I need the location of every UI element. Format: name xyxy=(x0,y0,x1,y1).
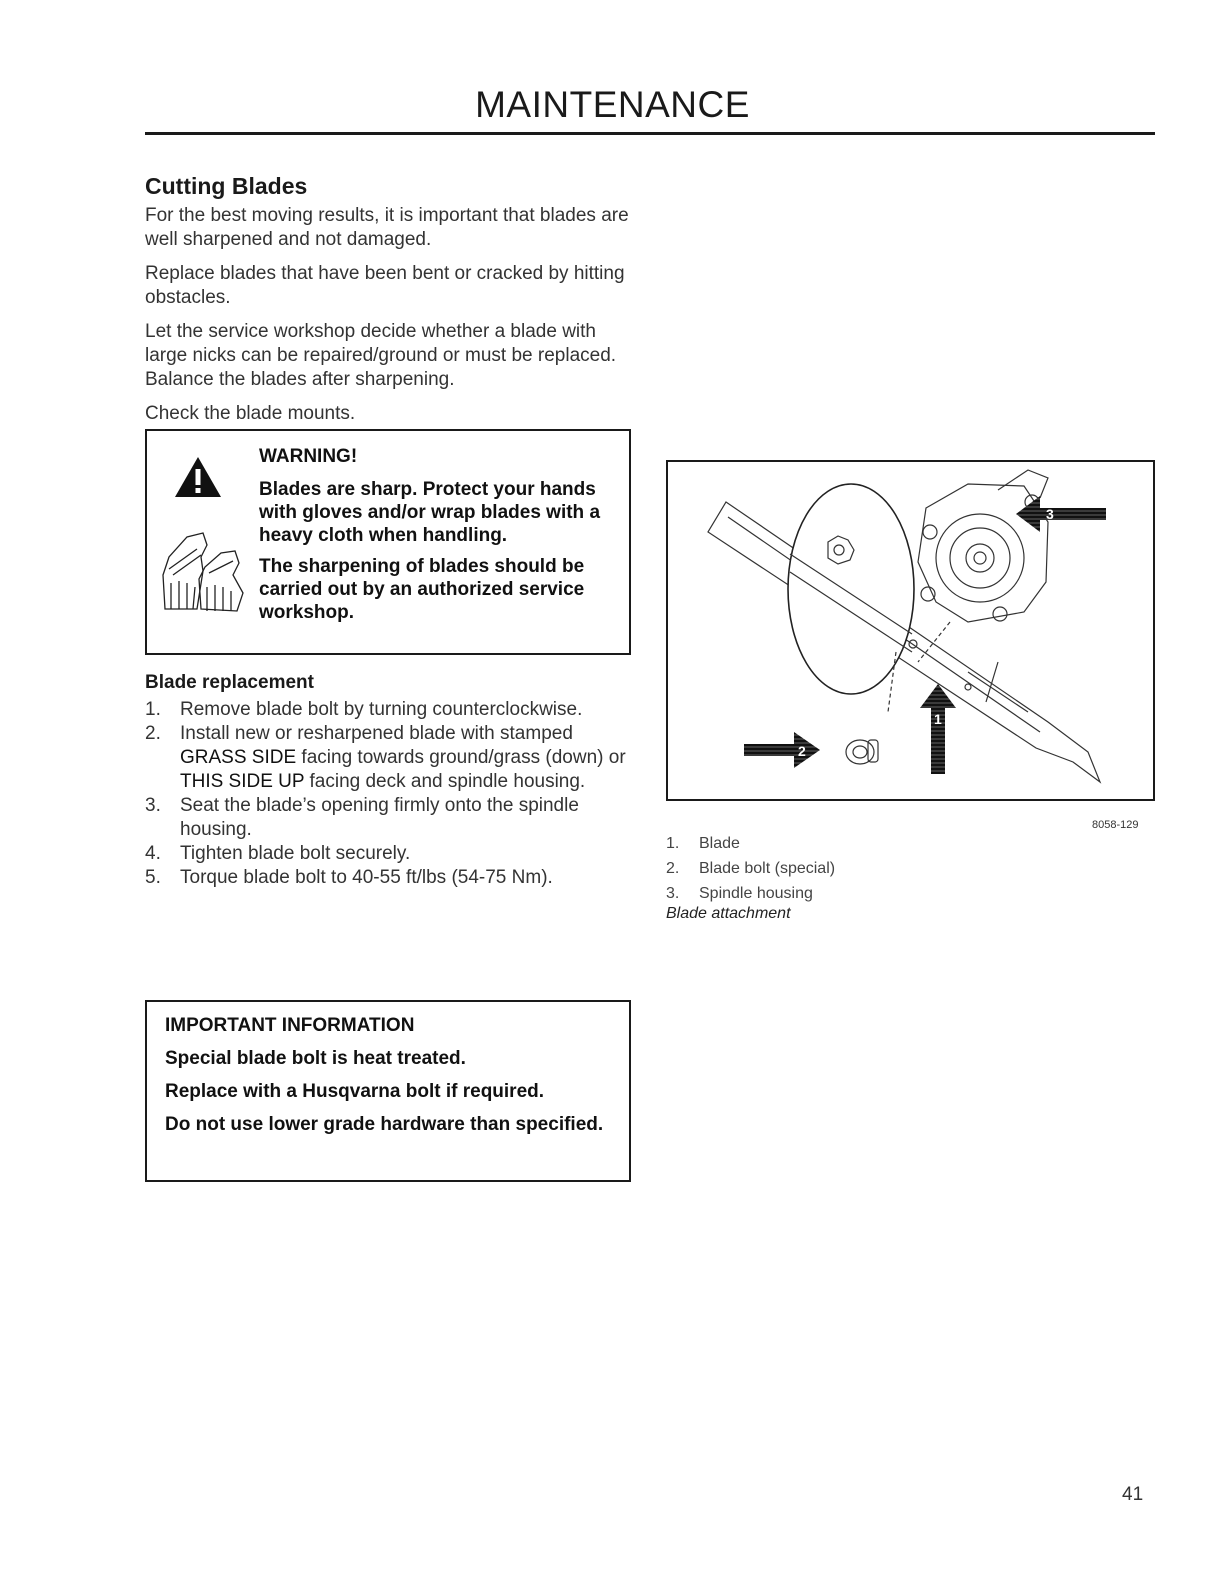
step-item xyxy=(145,842,635,866)
step-text: facing deck and spindle housing. xyxy=(304,771,586,792)
legend-label: Blade bolt (special) xyxy=(699,860,836,877)
intro-text xyxy=(145,204,635,436)
legend-item xyxy=(666,881,835,906)
intro-paragraph: For the best moving results, it is important that blades are well sharpened and not damaged. xyxy=(145,205,629,250)
important-line: Do not use lower grade hardware than specified. xyxy=(165,1114,604,1135)
step-text: facing towards ground/grass (down) or xyxy=(296,747,626,768)
intro-paragraph: Check the blade mounts. xyxy=(145,403,356,424)
warning-text xyxy=(259,445,619,632)
step-item xyxy=(145,722,635,794)
page-number: 41 xyxy=(1122,1484,1144,1505)
warning-box xyxy=(145,429,631,655)
section-heading: Cutting Blades xyxy=(145,173,308,199)
step-text: Seat the blade’s opening firmly onto the spindle housing. xyxy=(180,795,579,840)
warning-line: Blades are sharp. Protect your hands with gloves and/or wrap blades with a heavy cloth when handling. xyxy=(259,479,601,546)
step-number: 5. xyxy=(145,867,161,888)
callout-label-2: 2 xyxy=(798,743,806,759)
blade-bolt-shape xyxy=(846,740,878,764)
callout-arrow-1 xyxy=(920,684,956,774)
blade-attachment-illustration xyxy=(668,462,1153,799)
figure-legend xyxy=(666,831,835,906)
figure-code: 8058-129 xyxy=(1092,819,1139,831)
page-title: MAINTENANCE xyxy=(475,84,750,125)
step-item xyxy=(145,866,635,890)
gloves-icon xyxy=(157,527,249,615)
blade-attachment-figure xyxy=(666,460,1155,801)
warning-triangle-icon xyxy=(173,455,223,499)
step-number: 2. xyxy=(145,723,161,744)
callout-label-1: 1 xyxy=(934,711,942,727)
step-number: 4. xyxy=(145,843,161,864)
legend-label: Blade xyxy=(699,835,740,852)
step-text: Remove blade bolt by turning counterclockwise. xyxy=(180,699,583,720)
legend-item xyxy=(666,831,835,856)
legend-item xyxy=(666,856,835,881)
replacement-heading: Blade replacement xyxy=(145,672,314,693)
warning-line: The sharpening of blades should be carried out by an authorized service workshop. xyxy=(259,556,585,623)
important-title: IMPORTANT INFORMATION xyxy=(165,1015,415,1036)
step-number: 3. xyxy=(145,795,161,816)
legend-number: 1. xyxy=(666,835,680,852)
step-item xyxy=(145,698,635,722)
legend-label: Spindle housing xyxy=(699,885,813,902)
legend-number: 3. xyxy=(666,885,680,902)
warning-title: WARNING! xyxy=(259,446,358,467)
step-text: Tighten blade bolt securely. xyxy=(180,843,411,864)
step-number: 1. xyxy=(145,699,161,720)
intro-paragraph: Let the service workshop decide whether a blade with large nicks can be repaired/ground or must be replaced. Balance the blades after sharpening. xyxy=(145,321,617,390)
title-divider xyxy=(145,132,1155,135)
callout-arrow-2 xyxy=(744,732,820,768)
figure-caption: Blade attachment xyxy=(666,905,791,922)
important-line: Special blade bolt is heat treated. xyxy=(165,1048,466,1069)
callout-arrow-3 xyxy=(1016,496,1106,532)
important-line: Replace with a Husqvarna bolt if required. xyxy=(165,1081,545,1102)
keyword-grass-side: GRASS SIDE xyxy=(180,747,297,768)
step-text: Install new or resharpened blade with stamped xyxy=(180,723,573,744)
legend-number: 2. xyxy=(666,860,680,877)
callout-label-3: 3 xyxy=(1046,506,1054,522)
step-text: Torque blade bolt to 40-55 ft/lbs (54-75 Nm). xyxy=(180,867,553,888)
step-item xyxy=(145,794,635,842)
important-info-box xyxy=(145,1000,631,1182)
replacement-steps xyxy=(145,698,635,890)
intro-paragraph: Replace blades that have been bent or cracked by hitting obstacles. xyxy=(145,263,625,308)
keyword-this-side-up: THIS SIDE UP xyxy=(180,771,305,792)
